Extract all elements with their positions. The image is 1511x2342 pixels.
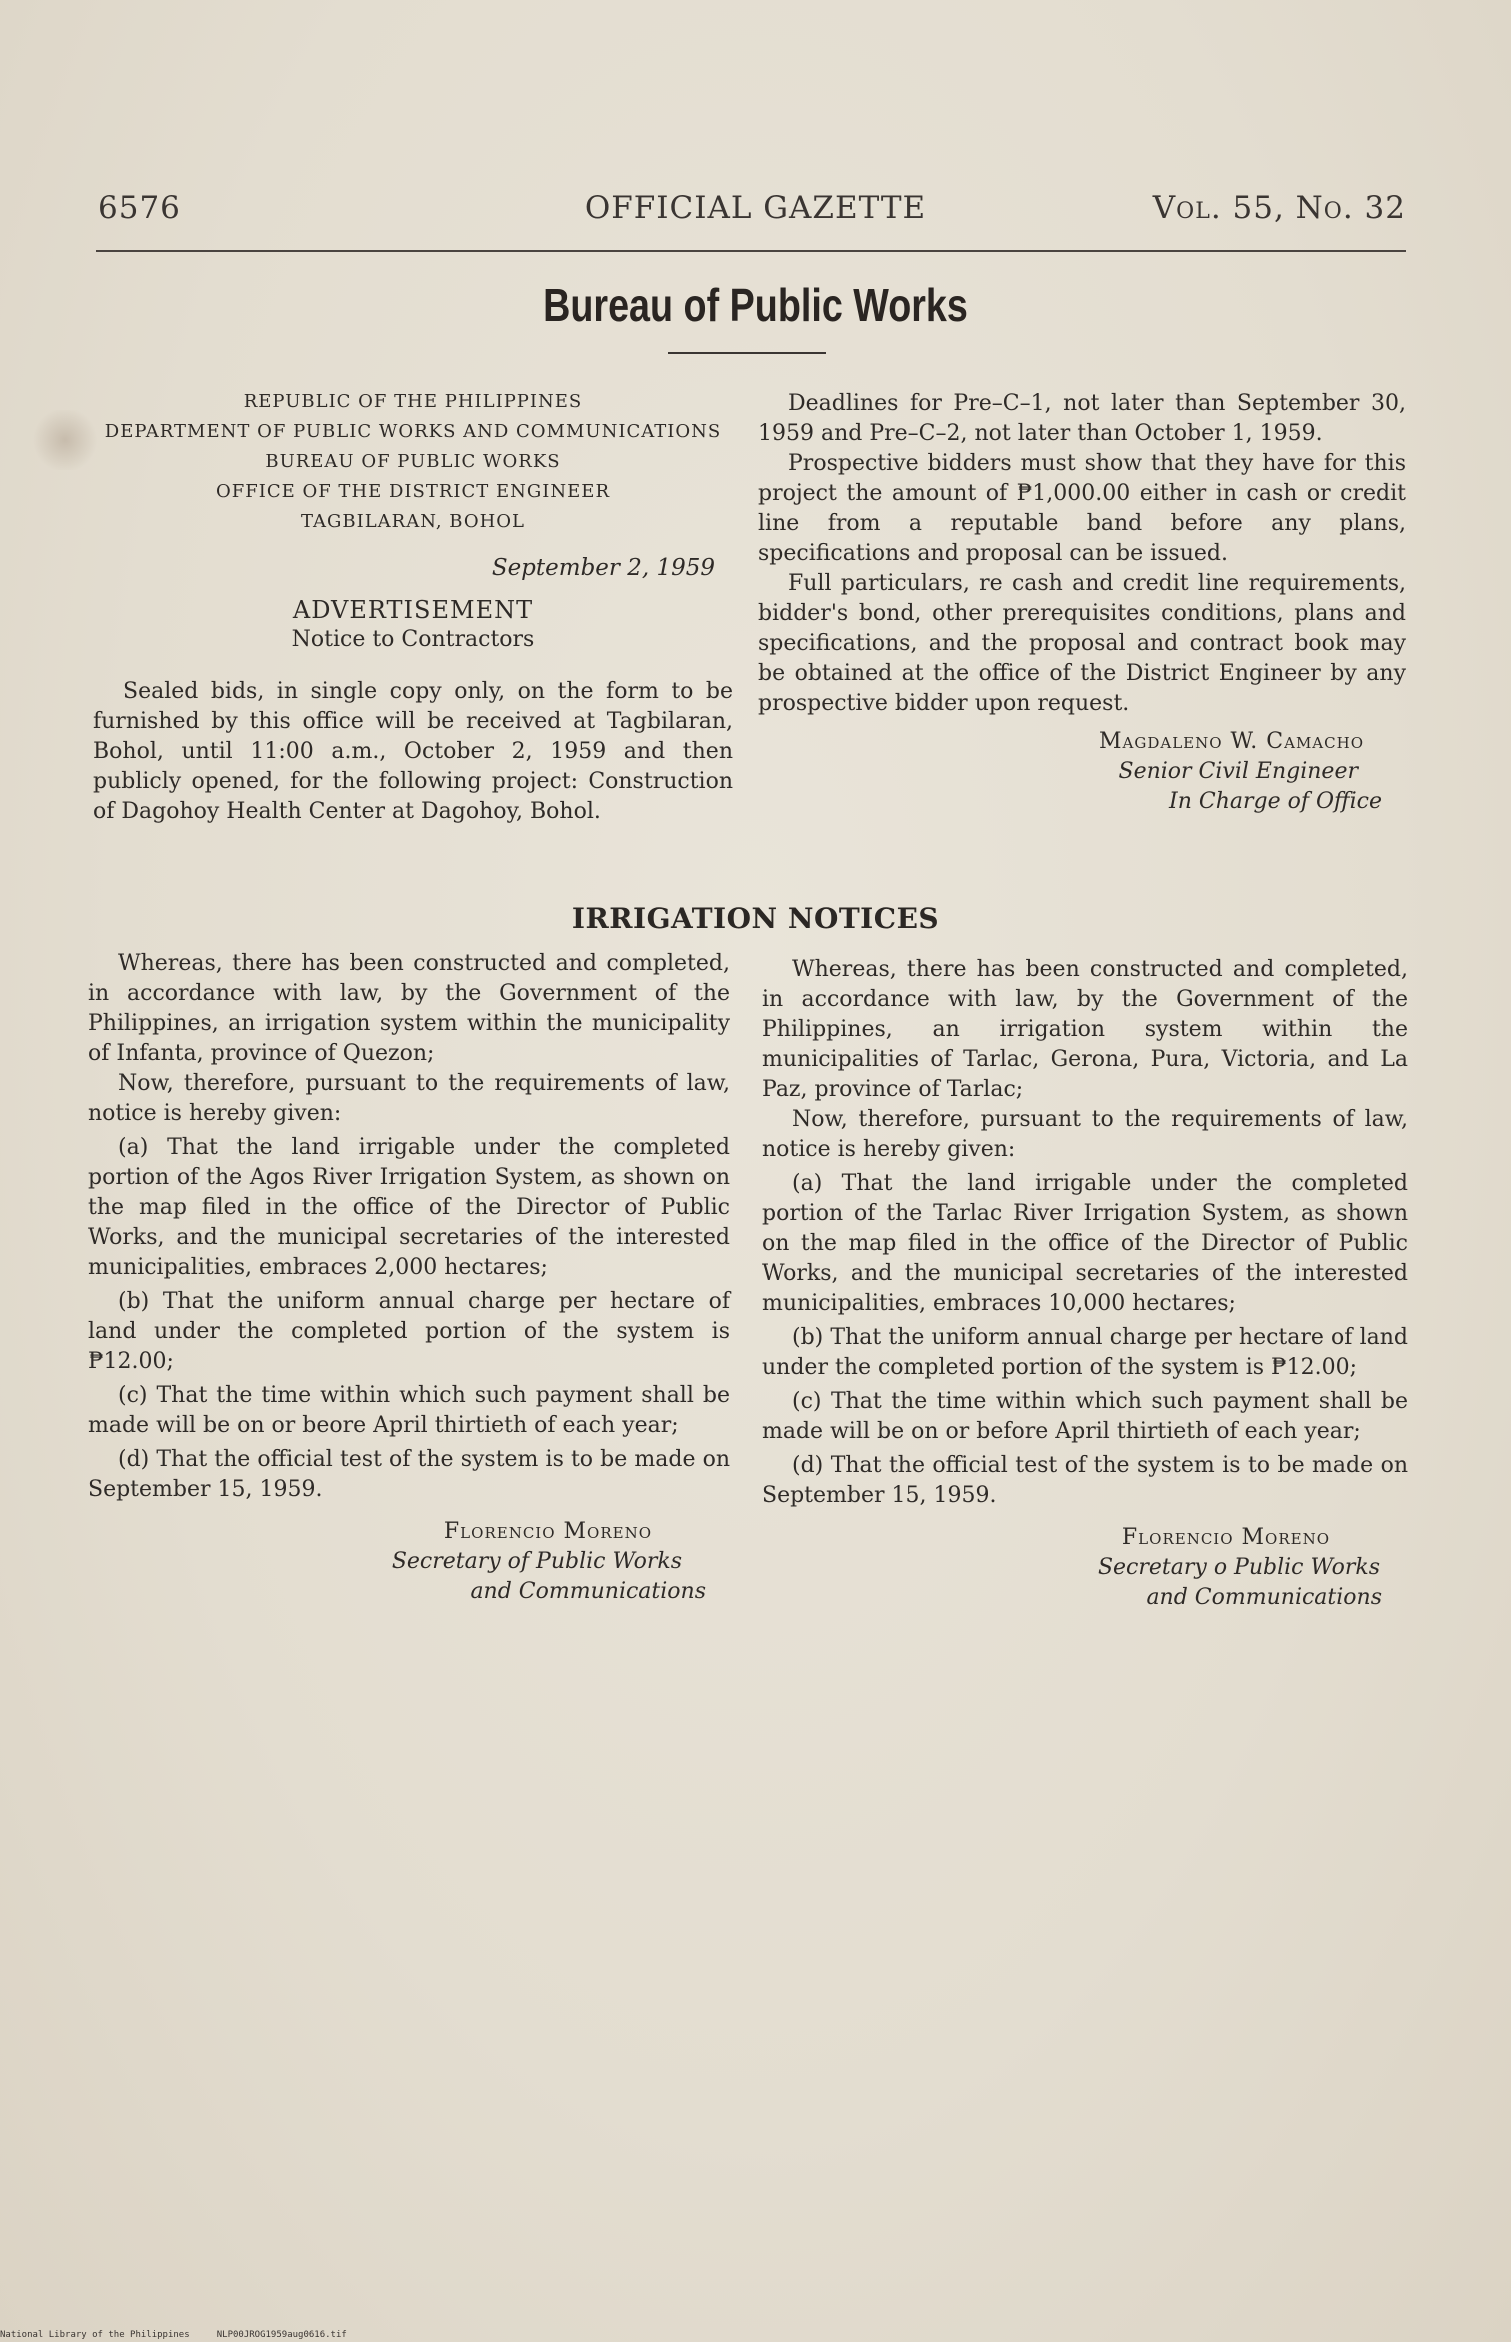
paragraph: Now, therefore, pursuant to the requirements of law, notice is hereby given: (762, 1107, 1408, 1162)
signer-name: Florencio Moreno (1121, 1525, 1330, 1550)
publication-title: OFFICIAL GAZETTE (584, 190, 927, 226)
irrigation-notice-right (762, 955, 1408, 1613)
letterhead-line: REPUBLIC OF THE PHILIPPINES (243, 391, 583, 412)
irrigation-notice-left (88, 949, 730, 1607)
paragraph: (c) That the time within which such payment shall be made will be on or before April thirtieth of each year; (762, 1389, 1408, 1444)
irrigation-notices-title: IRRIGATION NOTICES (571, 902, 940, 935)
volume-number: Vol. 55, No. 32 (1152, 190, 1406, 226)
signer-title: Secretary of Public Works (391, 1549, 682, 1574)
paragraph: (b) That the uniform annual charge per hectare of land under the completed portion of the system is ₱12.00; (762, 1325, 1408, 1380)
paragraph: (a) That the land irrigable under the completed portion of the Agos River Irrigation System, as shown on the map filed in the office of the Director of Public Works, and the municipal secretaries of the interested municipalities, embraces 2,000 hectares; (88, 1135, 730, 1280)
advertisement-subheading: Notice to Contractors (291, 627, 535, 652)
paragraph: (a) That the land irrigable under the completed portion of the Tarlac River Irrigation System, as shown on the map filed in the office of the Director of Public Works, and the municipal secretaries of the interested municipalities, embraces 10,000 hectares; (762, 1171, 1408, 1316)
letterhead-line: OFFICE OF THE DISTRICT ENGINEER (215, 481, 610, 502)
signer-name: Magdaleno W. Camacho (1099, 729, 1364, 754)
title-rule (668, 352, 826, 354)
paragraph: Full particulars, re cash and credit line requirements, bidder's bond, other prerequisites conditions, plans and specifications, and the proposal and contract book may be obtained at the office of the District Engineer by any prospective bidder upon request. (758, 571, 1406, 716)
page-number: 6576 (98, 190, 181, 226)
paragraph: (d) That the official test of the system is to be made on September 15, 1959. (88, 1447, 730, 1502)
page-stain (30, 410, 100, 470)
signer-title: Senior Civil Engineer (1118, 759, 1358, 784)
signer-title: In Charge of Office (1169, 789, 1382, 814)
advertisement-date: September 2, 1959 (491, 555, 715, 581)
letterhead-line: TAGBILARAN, BOHOL (300, 511, 525, 532)
advertisement-left-column (93, 387, 733, 827)
section-title: Bureau of Public Works (543, 279, 968, 331)
header-rule (96, 250, 1406, 252)
paragraph: Now, therefore, pursuant to the requirements of law, notice is hereby given: (88, 1071, 730, 1126)
advertisement-right-column (758, 389, 1406, 817)
scan-footer (0, 2330, 347, 2340)
paragraph: Whereas, there has been constructed and completed, in accordance with law, by the Government of the Philippines, an irrigation system within the municipalities of Tarlac, Gerona, Pura, Victoria, and La Paz, province of Tarlac; (762, 957, 1408, 1102)
footer-file: NLP00JROG1959aug0616.tif (216, 2330, 347, 2340)
signer-title: Secretary o Public Works (1097, 1555, 1380, 1580)
paragraph: (b) That the uniform annual charge per hectare of land under the completed portion of the system is ₱12.00; (88, 1289, 730, 1374)
paragraph: Prospective bidders must show that they have for this project the amount of ₱1,000.00 either in cash or credit line from a reputable band before any plans, specifications and proposal can be issued. (758, 451, 1406, 566)
letterhead-line: DEPARTMENT OF PUBLIC WORKS AND COMMUNICATIONS (104, 421, 722, 442)
signer-title: and Communications (470, 1579, 706, 1604)
advertisement-body: Sealed bids, in single copy only, on the form to be furnished by this office will be received at Tagbilaran, Bohol, until 11:00 a.m., October 2, 1959 and then publicly opened, for the following project: Construction of Dagohoy Health Center at Dagohoy, Bohol. (93, 679, 733, 824)
footer-library: National Library of the Philippines (0, 2330, 190, 2340)
signer-name: Florencio Moreno (443, 1519, 652, 1544)
letterhead (93, 387, 733, 537)
letterhead-line: BUREAU OF PUBLIC WORKS (265, 451, 561, 472)
paragraph: Whereas, there has been constructed and completed, in accordance with law, by the Government of the Philippines, an irrigation system within the municipality of Infanta, province of Quezon; (88, 951, 730, 1066)
signer-title: and Communications (1146, 1585, 1382, 1610)
paragraph: (d) That the official test of the system is to be made on September 15, 1959. (762, 1453, 1408, 1508)
paragraph: Deadlines for Pre–C–1, not later than September 30, 1959 and Pre–C–2, not later than October 1, 1959. (758, 391, 1406, 446)
paragraph: (c) That the time within which such payment shall be made will be on or beore April thirtieth of each year; (88, 1383, 730, 1438)
advertisement-heading: ADVERTISEMENT (292, 596, 534, 624)
